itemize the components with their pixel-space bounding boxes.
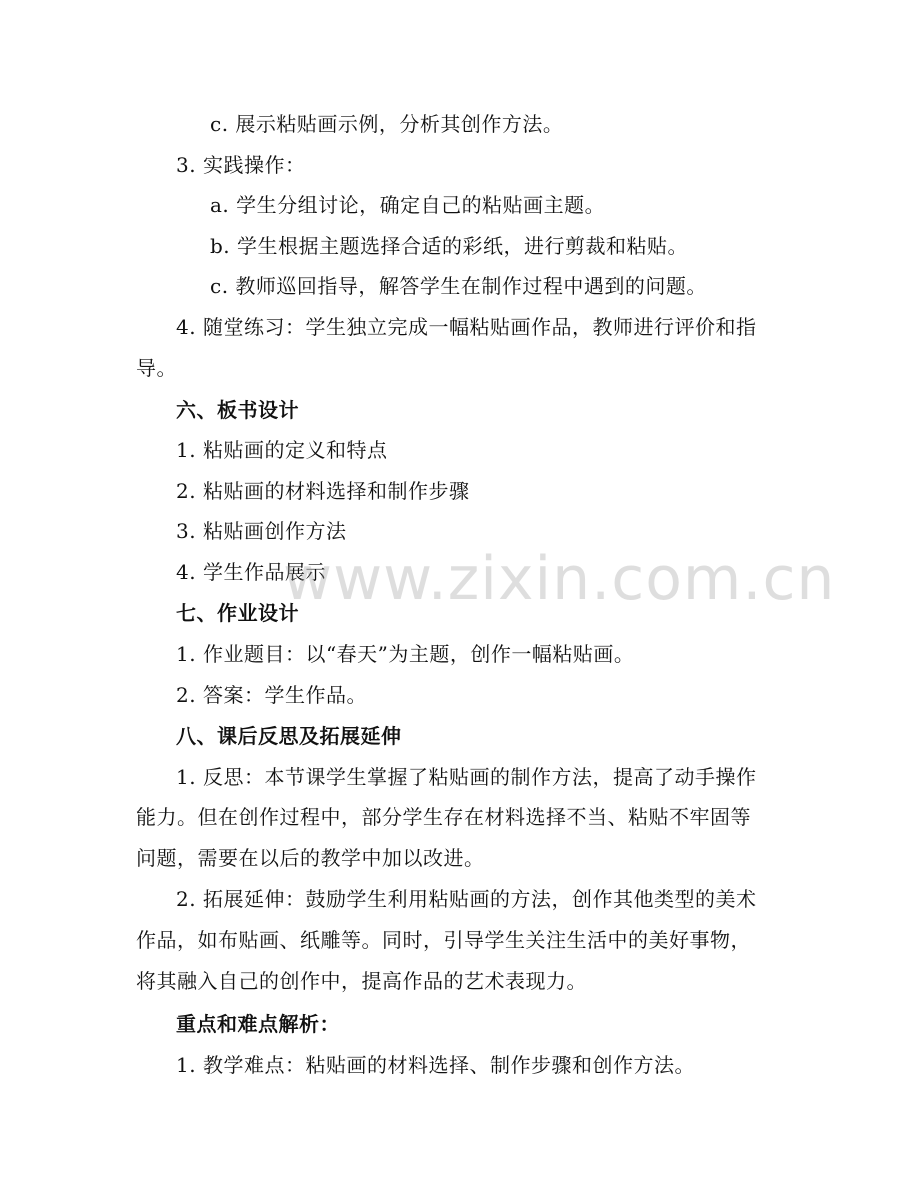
text-line: 3. 粘贴画创作方法 [176, 519, 347, 543]
text-line: 将其融入自己的创作中，提高作品的艺术表现力。 [136, 969, 587, 993]
text-line: 1. 反思：本节课学生掌握了粘贴画的制作方法，提高了动手操作 [176, 765, 757, 789]
section-heading: 重点和难点解析： [176, 1012, 340, 1036]
section-heading: 六、板书设计 [176, 398, 299, 422]
text-line: 能力。但在创作过程中，部分学生存在材料选择不当、粘贴不牢固等 [136, 805, 751, 829]
text-line: 3. 实践操作： [176, 153, 306, 177]
text-line: 2. 答案：学生作品。 [176, 683, 367, 707]
section-heading: 七、作业设计 [176, 601, 299, 625]
text-line: 4. 随堂练习：学生独立完成一幅粘贴画作品，教师进行评价和指 [176, 315, 757, 339]
text-line: 4. 学生作品展示 [176, 560, 326, 584]
text-line: c. 教师巡回指导，解答学生在制作过程中遇到的问题。 [210, 274, 707, 298]
text-line: 1. 作业题目：以“春天”为主题，创作一幅粘贴画。 [176, 642, 635, 666]
text-line: 导。 [136, 356, 177, 380]
watermark: www.zixin.com.cn [283, 544, 836, 614]
section-heading: 八、课后反思及拓展延伸 [176, 724, 402, 748]
text-line: 作品，如布贴画、纸雕等。同时，引导学生关注生活中的美好事物， [136, 928, 751, 952]
text-line: 2. 拓展延伸：鼓励学生利用粘贴画的方法，创作其他类型的美术 [176, 887, 757, 911]
text-line: 1. 教学难点：粘贴画的材料选择、制作步骤和创作方法。 [176, 1053, 695, 1077]
text-line: 问题，需要在以后的教学中加以改进。 [136, 846, 485, 870]
text-line: a. 学生分组讨论，确定自己的粘贴画主题。 [210, 193, 606, 217]
text-line: 2. 粘贴画的材料选择和制作步骤 [176, 479, 470, 503]
text-line: 1. 粘贴画的定义和特点 [176, 438, 388, 462]
text-line: c. 展示粘贴画示例，分析其创作方法。 [210, 112, 564, 136]
text-line: b. 学生根据主题选择合适的彩纸，进行剪裁和粘贴。 [210, 234, 689, 258]
